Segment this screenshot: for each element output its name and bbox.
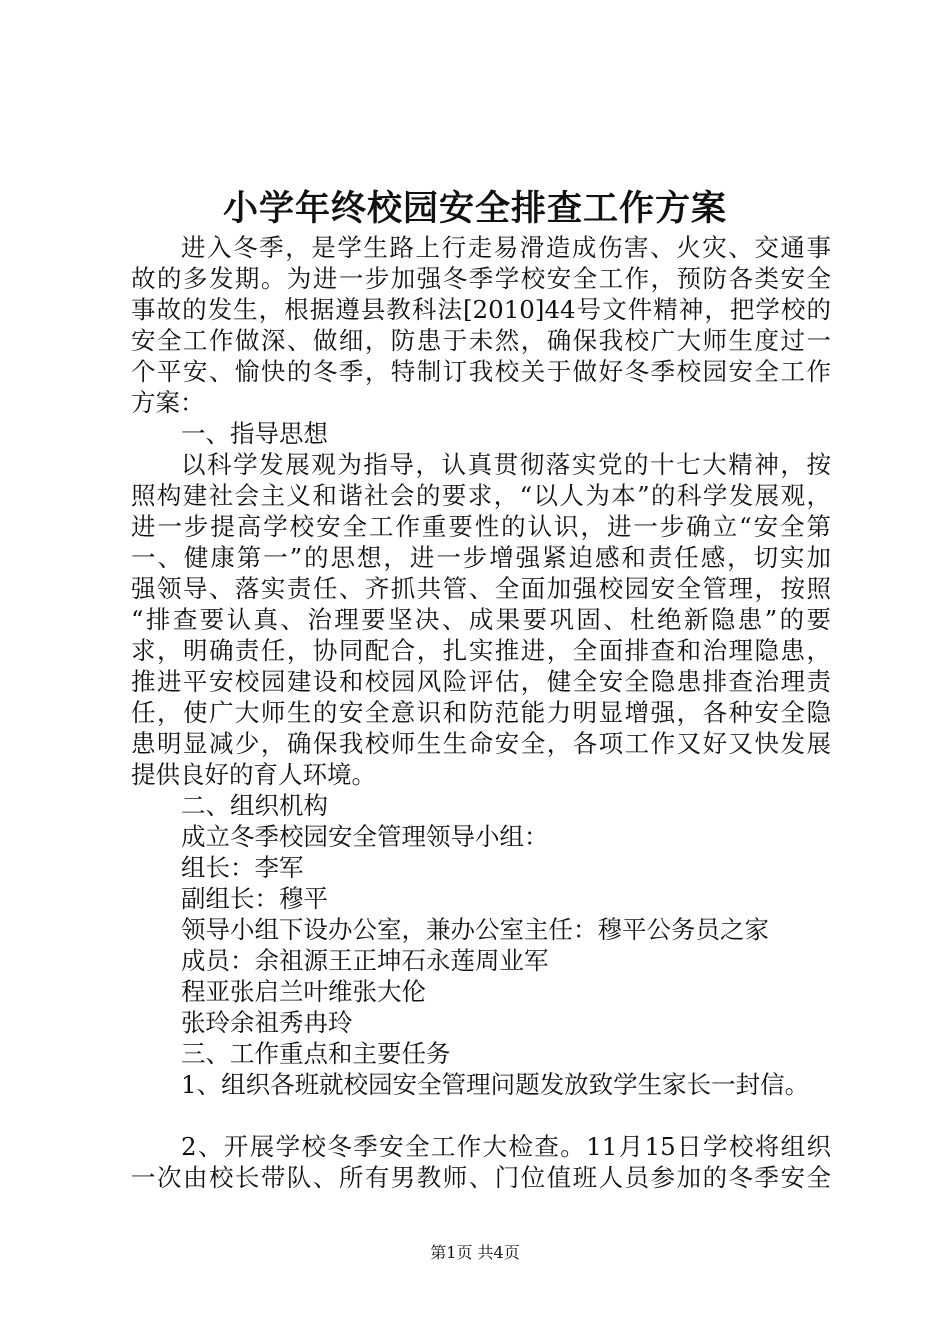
paragraph-line: 任，使广大师生的安全意识和防范能力明显增强，各种安全隐 (131, 698, 831, 727)
paragraph-line: 求，明确责任，协同配合，扎实推进，全面排查和治理隐患， (131, 636, 831, 665)
section-heading: 一、指导思想 (181, 419, 328, 448)
paragraph-line: 患明显减少，确保我校师生生命安全，各项工作又好又快发展 (131, 729, 831, 758)
list-item: 1、组织各班就校园安全管理问题发放致学生家长一封信。 (181, 1070, 810, 1099)
paragraph-line: 进一步提高学校安全工作重要性的认识，进一步确立“安全第 (131, 512, 831, 541)
paragraph-line: 以科学发展观为指导，认真贯彻落实党的十七大精神，按 (181, 450, 831, 479)
list-item: 组长：李军 (181, 853, 304, 882)
document-title: 小学年终校园安全排查工作方案 (222, 188, 727, 229)
paragraph-line: 推进平安校园建设和校园风险评估，健全安全隐患排查治理责 (131, 667, 831, 696)
list-item: 成员：余祖源王正坤石永莲周业军 (181, 946, 549, 975)
paragraph-line: 方案： (131, 388, 205, 417)
paragraph-line: “排查要认真、治理要坚决、成果要巩固、杜绝新隐患”的要 (131, 605, 831, 634)
list-item: 程亚张启兰叶维张大伦 (181, 977, 426, 1006)
list-item: 成立冬季校园安全管理领导小组： (181, 822, 549, 851)
paragraph-line: 提供良好的育人环境。 (131, 760, 376, 789)
paragraph-line: 强领导、落实责任、齐抓共管、全面加强校园安全管理，按照 (131, 574, 831, 603)
paragraph-line: 照构建社会主义和谐社会的要求，“以人为本”的科学发展观， (131, 481, 831, 510)
paragraph-line: 个平安、愉快的冬季，特制订我校关于做好冬季校园安全工作 (131, 357, 831, 386)
section-heading: 三、工作重点和主要任务 (181, 1039, 451, 1068)
blank-line (131, 1100, 831, 1131)
list-item: 张玲余祖秀冉玲 (181, 1008, 353, 1037)
paragraph-line: 事故的发生，根据遵县教科法[2010]44号文件精神，把学校的 (131, 295, 831, 324)
paragraph-line: 一、健康第一”的思想，进一步增强紧迫感和责任感，切实加 (131, 543, 831, 572)
section-heading: 二、组织机构 (181, 791, 328, 820)
paragraph-line: 安全工作做深、做细，防患于未然，确保我校广大师生度过一 (131, 326, 831, 355)
list-item: 领导小组下设办公室，兼办公室主任：穆平公务员之家 (181, 915, 769, 944)
paragraph-line: 进入冬季，是学生路上行走易滑造成伤害、火灾、交通事 (181, 233, 831, 262)
paragraph-line: 2、开展学校冬季安全工作大检查。11月15日学校将组织 (181, 1132, 831, 1161)
page-footer: 第1页 共4页 (430, 1243, 520, 1262)
paragraph-line: 故的多发期。为进一步加强冬季学校安全工作，预防各类安全 (131, 264, 831, 293)
paragraph-line: 一次由校长带队、所有男教师、门位值班人员参加的冬季安全 (131, 1163, 831, 1192)
document-body (131, 232, 831, 1193)
list-item: 副组长：穆平 (181, 884, 328, 913)
